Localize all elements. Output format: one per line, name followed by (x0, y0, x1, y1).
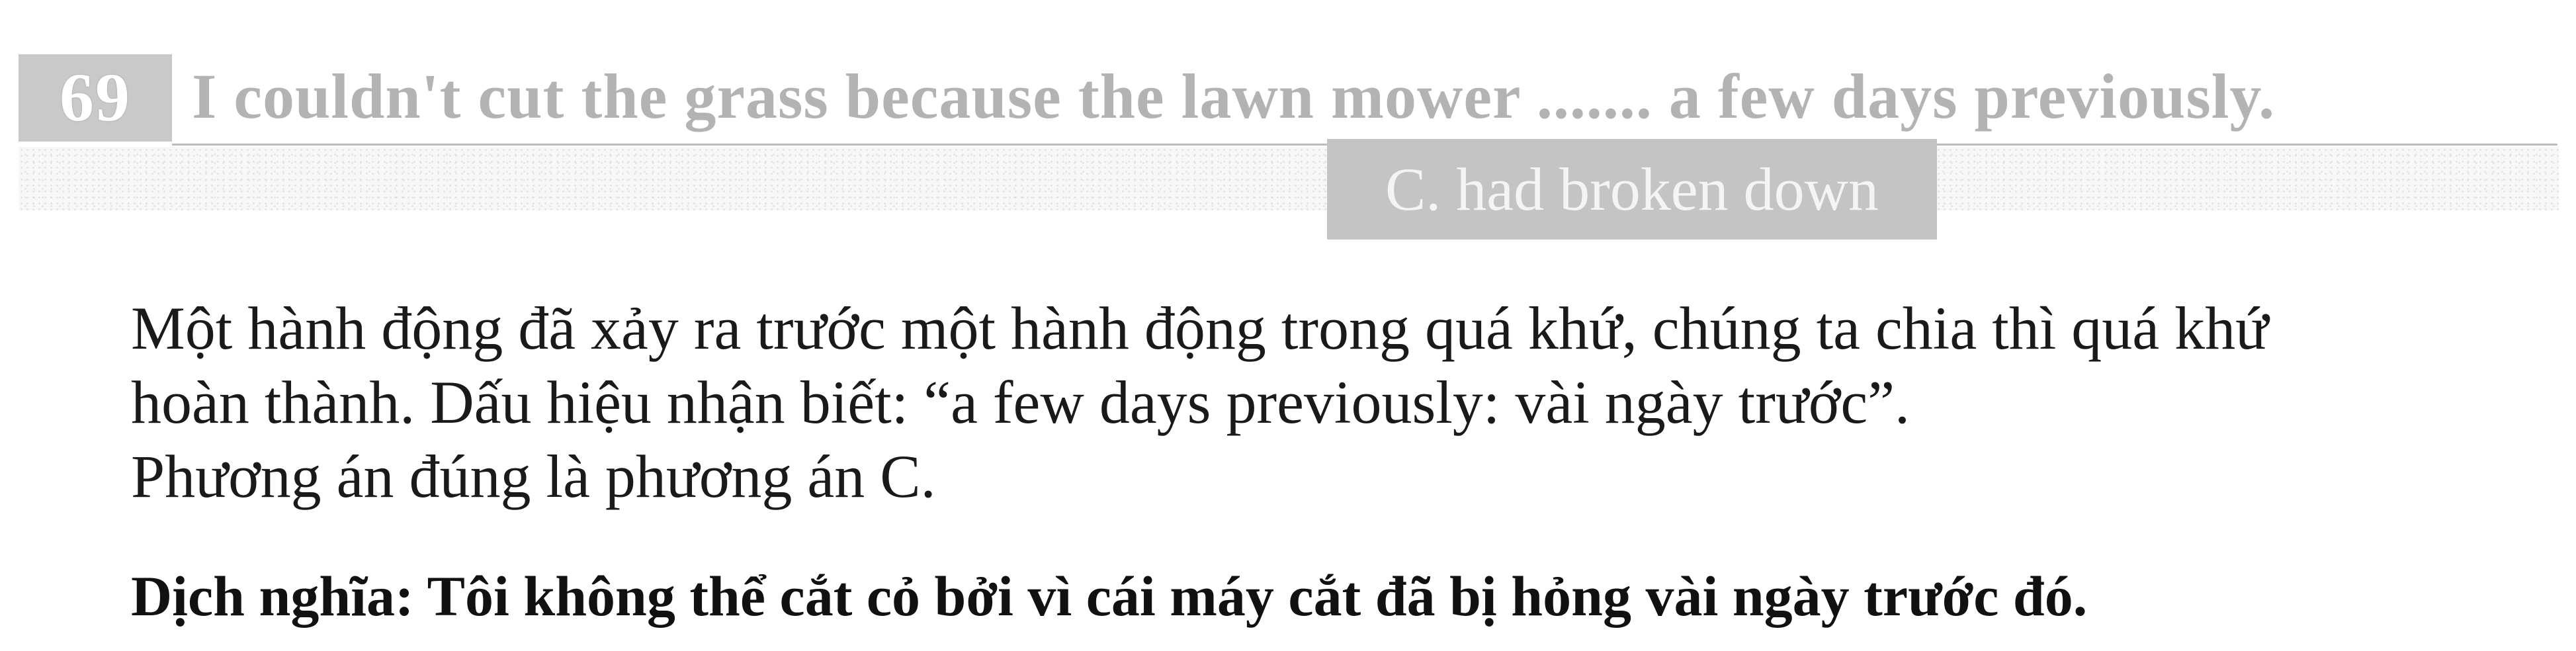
explanation-line: Phương án đúng là phương án C. (131, 443, 936, 510)
explanation-line: hoàn thành. Dấu hiệu nhận biết: “a few days previously: vài ngày trước”. (131, 369, 1911, 436)
translation-text: Dịch nghĩa: Tôi không thể cắt cỏ bởi vì cái máy cắt đã bị hỏng vài ngày trước đó. (131, 564, 2088, 628)
answer-box: C. had broken down (1327, 139, 1937, 239)
question-number: 69 (19, 54, 172, 142)
explanation-line: Một hành động đã xảy ra trước một hành động trong quá khứ, chúng ta chia thì quá khứ (131, 294, 2269, 362)
answer-strip-background (19, 147, 2559, 210)
explanation-block (131, 291, 2552, 513)
question-text: I couldn't cut the grass because the lawn mower ....... a few days previously. (192, 61, 2276, 132)
question-header (19, 48, 2559, 146)
